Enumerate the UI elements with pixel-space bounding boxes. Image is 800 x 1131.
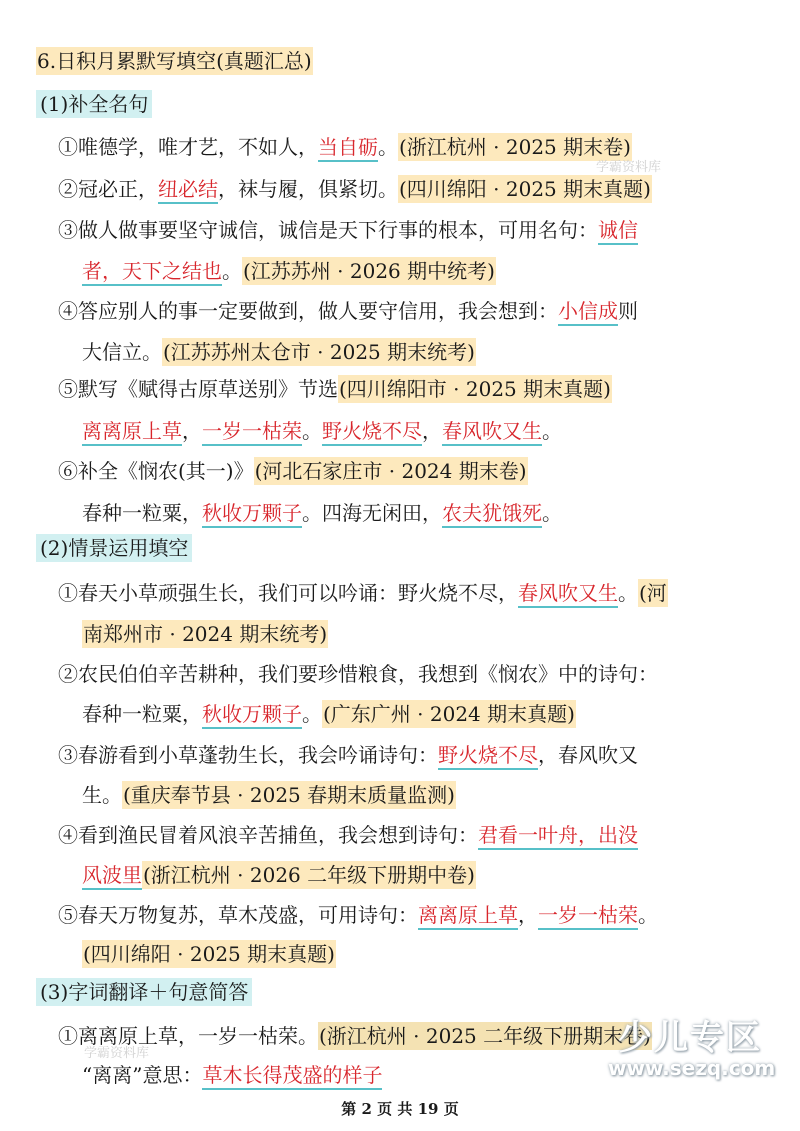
- watermark-top: [596, 160, 661, 175]
- s2-q2: [58, 657, 658, 691]
- q-number: ⑤: [58, 377, 78, 401]
- q-text: 看到渔民冒着风浪辛苦捕鱼，我会想到诗句：: [78, 823, 478, 847]
- q-text: 补全《悯农(其一)》: [78, 459, 254, 483]
- answer: 一岁一枯荣: [538, 903, 638, 930]
- q-text: 做人做事要坚守诚信，诚信是天下行事的根本，可用名句：: [78, 218, 598, 242]
- s1-q3-cont: [82, 254, 496, 288]
- q-text: 农民伯伯辛苦耕种，我们要珍惜粮食，我想到《悯农》中的诗句：: [78, 662, 658, 686]
- answer: 君看一叶舟，出没: [478, 823, 638, 850]
- s3-q1-cont: [82, 1058, 382, 1092]
- punct: 。: [542, 419, 562, 443]
- s1-q4: [58, 294, 638, 328]
- punct: 。: [638, 903, 658, 927]
- source-tag: (四川绵阳市 · 2025 期末真题): [339, 377, 611, 401]
- s1-q1: [58, 130, 632, 164]
- source-tag: (浙江杭州 · 2025 期末卷): [399, 135, 631, 159]
- q-number: ②: [58, 662, 78, 686]
- answer: 草木长得茂盛的样子: [202, 1063, 382, 1090]
- watermark-bottom: [84, 1046, 149, 1061]
- q-text: 离离原上草，一岁一枯荣。: [78, 1024, 318, 1048]
- answer: 离离原上草: [82, 419, 182, 446]
- q-text: ，袜与履，俱紧切。: [218, 177, 398, 201]
- q-text: 唯德学，唯才艺，不如人，: [78, 135, 318, 159]
- answer: 春风吹又生: [518, 581, 618, 608]
- logo-main-text: 少儿专区: [618, 1018, 762, 1058]
- q-number: ④: [58, 823, 78, 847]
- q-number: ②: [58, 177, 78, 201]
- s2-q5: [58, 898, 658, 932]
- q-text: 。四海无闲田，: [302, 501, 442, 525]
- s1-q3: [58, 213, 638, 247]
- section-heading-1: [36, 87, 152, 121]
- source-tag: (江苏苏州 · 2026 期中统考): [243, 259, 495, 283]
- s2-q5-cont: [82, 937, 336, 971]
- s2-q1: [58, 576, 668, 610]
- q-number: ④: [58, 299, 78, 323]
- q-text: 春种一粒粟，: [82, 501, 202, 525]
- answer: 者，天下之结也: [82, 259, 222, 286]
- answer: 一岁一枯荣: [202, 419, 302, 446]
- watermark-text: 学霸资料库: [596, 160, 662, 175]
- source-tag: (江苏苏州太仓市 · 2025 期末统考): [163, 340, 475, 364]
- punct: ，: [422, 419, 442, 443]
- q-text: 默写《赋得古原草送别》节选: [78, 377, 338, 401]
- section-3-label: (3)字词翻译＋句意简答: [36, 978, 252, 1006]
- s1-q5-answers: [82, 414, 562, 448]
- punct: 。: [222, 259, 242, 283]
- source-tag: 南郑州市 · 2024 期末统考): [83, 622, 328, 646]
- answer: 秋收万颗子: [202, 501, 302, 528]
- q-number: ⑤: [58, 903, 78, 927]
- punct: 。: [302, 419, 322, 443]
- s1-q6-answers: [82, 496, 562, 530]
- page-footer: 第 2 页 共 19 页: [341, 1100, 459, 1118]
- answer: 小信成: [558, 299, 618, 326]
- answer: 农夫犹饿死: [442, 501, 542, 528]
- q-text: “离离”意思：: [82, 1063, 203, 1087]
- q-text: 春游看到小草蓬勃生长，我会吟诵诗句：: [78, 743, 438, 767]
- s1-q4-cont: [82, 335, 476, 369]
- s2-q3-cont: [82, 778, 456, 812]
- section-heading-3: [36, 975, 252, 1009]
- source-tag: (重庆奉节县 · 2025 春期末质量监测): [123, 783, 455, 807]
- s2-q2-cont: [82, 697, 576, 731]
- q-number: ①: [58, 135, 78, 159]
- source-tag: (四川绵阳 · 2025 期末真题): [399, 177, 651, 201]
- punct: ，: [518, 903, 538, 927]
- answer: 诚信: [598, 218, 638, 245]
- q-text: 春天万物复苏，草木茂盛，可用诗句：: [78, 903, 418, 927]
- answer: 秋收万颗子: [202, 702, 302, 729]
- s1-q5: [58, 372, 612, 406]
- page-title: [36, 44, 313, 78]
- q-number: ③: [58, 743, 78, 767]
- s2-q4-cont: [82, 858, 476, 892]
- source-tag: (广东广州 · 2024 期末真题): [323, 702, 575, 726]
- q-number: ①: [58, 1024, 78, 1048]
- answer: 离离原上草: [418, 903, 518, 930]
- answer: 野火烧不尽: [322, 419, 422, 446]
- source-tag: (河北石家庄市 · 2024 期末卷): [254, 459, 527, 483]
- q-text: 大信立。: [82, 340, 162, 364]
- q-text: 生。: [82, 783, 122, 807]
- s2-q4: [58, 818, 638, 852]
- q-text: ，春风吹又: [538, 743, 638, 767]
- source-tag: (四川绵阳 · 2025 期末真题): [83, 942, 335, 966]
- section-heading-2: [36, 531, 192, 565]
- punct: 。: [542, 501, 562, 525]
- title-text: 6.日积月累默写填空(真题汇总): [37, 49, 312, 73]
- answer: 当自砺: [318, 135, 378, 162]
- source-tag: (浙江杭州 · 2025 二年级下册期末卷): [319, 1024, 651, 1048]
- q-text: 则: [618, 299, 638, 323]
- watermark-text: 学霸资料库: [84, 1046, 150, 1061]
- answer: 春风吹又生: [442, 419, 542, 446]
- answer: 纽必结: [158, 177, 218, 204]
- answer: 风波里: [82, 863, 142, 890]
- q-text: 冠必正，: [78, 177, 158, 201]
- punct: 。: [618, 581, 638, 605]
- logo-url-text: www.sezq.com: [608, 1056, 776, 1080]
- punct: 。: [302, 702, 322, 726]
- punct: ，: [182, 419, 202, 443]
- s2-q1-cont: [82, 617, 328, 651]
- q-text: 答应别人的事一定要做到，做人要守信用，我会想到：: [78, 299, 558, 323]
- site-logo: [608, 1010, 784, 1086]
- s1-q2: [58, 172, 652, 206]
- source-tag: (河: [639, 581, 667, 605]
- section-1-label: (1)补全名句: [36, 90, 152, 118]
- q-text: 春天小草顽强生长，我们可以吟诵：野火烧不尽，: [78, 581, 518, 605]
- s1-q6: [58, 454, 528, 488]
- s2-q3: [58, 738, 638, 772]
- section-2-label: (2)情景运用填空: [36, 534, 192, 562]
- punct: 。: [378, 135, 398, 159]
- q-number: ⑥: [58, 459, 78, 483]
- q-text: 春种一粒粟，: [82, 702, 202, 726]
- q-number: ③: [58, 218, 78, 242]
- q-number: ①: [58, 581, 78, 605]
- source-tag: (浙江杭州 · 2026 二年级下册期中卷): [143, 863, 475, 887]
- answer: 野火烧不尽: [438, 743, 538, 770]
